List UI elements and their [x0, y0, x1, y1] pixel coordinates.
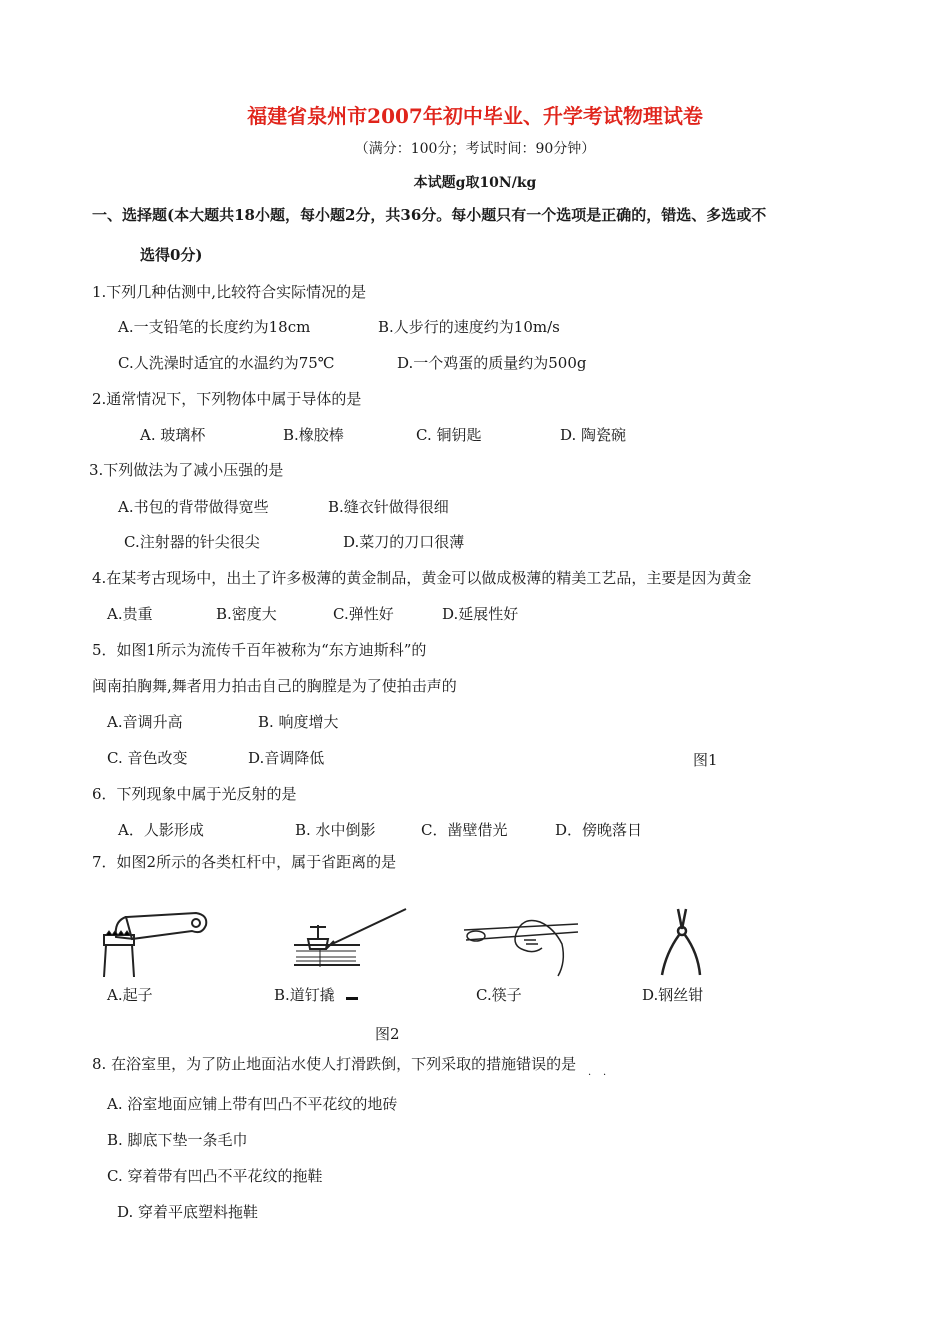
q3-option-d: D.菜刀的刀口很薄	[343, 533, 465, 551]
q4-option-d: D.延展性好	[442, 605, 519, 623]
q2-option-b: B.橡胶棒	[283, 426, 344, 444]
q1-option-b: B.人步行的速度约为10m/s	[378, 318, 560, 336]
q3-option-a: A.书包的背带做得宽些	[118, 498, 269, 516]
q3-option-c: C.注射器的针尖很尖	[124, 533, 260, 551]
q2-option-a: A. 玻璃杯	[140, 426, 206, 444]
emphasis-dot: ·	[588, 1070, 592, 1081]
q4-option-a: A.贵重	[107, 605, 153, 623]
q7-option-c: C.筷子	[476, 986, 522, 1004]
q8-option-c: C. 穿着带有凹凸不平花纹的拖鞋	[107, 1167, 323, 1185]
q5-option-d: D.音调降低	[248, 749, 325, 767]
q2-option-c: C. 铜钥匙	[416, 426, 482, 444]
exam-title: 福建省泉州市2007年初中毕业、升学考试物理试卷	[247, 104, 703, 128]
q8-option-b: B. 脚底下垫一条毛巾	[107, 1131, 248, 1149]
gravity-note: 本试题g取10N/kg	[413, 175, 537, 191]
q1-option-d: D.一个鸡蛋的质量约为500g	[397, 354, 587, 372]
q7-option-a: A.起子	[107, 986, 153, 1004]
bottle-opener-figure	[96, 905, 211, 985]
q2-option-d: D. 陶瓷碗	[560, 426, 627, 444]
q4-stem: 4.在某考古现场中，出土了许多极薄的黄金制品，黄金可以做成极薄的精美工艺品，主要是因为黄金	[92, 569, 752, 587]
section-heading-line1: 一、选择题(本大题共18小题，每小题2分，共36分。每小题只有一个选项是正确的，错选、多选或不	[92, 206, 767, 224]
q5-option-c: C. 音色改变	[107, 749, 188, 767]
q1-stem: 1.下列几种估测中,比较符合实际情况的是	[92, 283, 367, 301]
q8-stem: 8. 在浴室里，为了防止地面沾水使人打滑跌倒，下列采取的措施错误的是	[92, 1055, 577, 1073]
emphasis-dot: ·	[603, 1070, 607, 1081]
q2-stem: 2.通常情况下，下列物体中属于导体的是	[92, 390, 362, 408]
pliers-figure	[652, 905, 712, 980]
q5-stem-line2: 闽南拍胸舞,舞者用力拍击自己的胸膛是为了使拍击声的	[92, 677, 457, 695]
q6-option-b: B. 水中倒影	[295, 821, 376, 839]
q5-option-a: A.音调升高	[107, 713, 183, 731]
underline-mark	[346, 997, 358, 1000]
figure2-label: 图2	[375, 1025, 400, 1043]
q8-option-d: D. 穿着平底塑料拖鞋	[117, 1203, 259, 1221]
exam-subtitle: （满分：100分；考试时间：90分钟）	[354, 141, 596, 157]
q7-option-b: B.道钉撬	[274, 986, 335, 1004]
q6-option-d: D．傍晚落日	[555, 821, 643, 839]
q3-stem: 3.下列做法为了减小压强的是	[89, 461, 284, 479]
q6-option-c: C．凿壁借光	[421, 821, 508, 839]
q7-option-d: D.钢丝钳	[642, 986, 704, 1004]
q6-option-a: A．人影形成	[118, 821, 204, 839]
q1-option-a: A.一支铅笔的长度约为18cm	[118, 318, 311, 336]
q5-stem-line1: 5．如图1所示为流传千百年被称为“东方迪斯科”的	[92, 641, 427, 659]
q4-option-b: B.密度大	[216, 605, 277, 623]
q3-option-b: B.缝衣针做得很细	[328, 498, 449, 516]
figure1-label: 图1	[693, 751, 718, 769]
q4-option-c: C.弹性好	[333, 605, 394, 623]
q1-option-c: C.人洗澡时适宜的水温约为75℃	[118, 354, 335, 372]
q7-stem: 7．如图2所示的各类杠杆中，属于省距离的是	[92, 853, 397, 871]
chopsticks-figure	[462, 910, 582, 980]
q8-option-a: A. 浴室地面应铺上带有凹凸不平花纹的地砖	[107, 1095, 398, 1113]
spike-lever-figure	[290, 905, 410, 985]
q5-option-b: B. 响度增大	[258, 713, 339, 731]
q6-stem: 6．下列现象中属于光反射的是	[92, 785, 297, 803]
section-heading-line2: 选得0分)	[140, 246, 203, 264]
